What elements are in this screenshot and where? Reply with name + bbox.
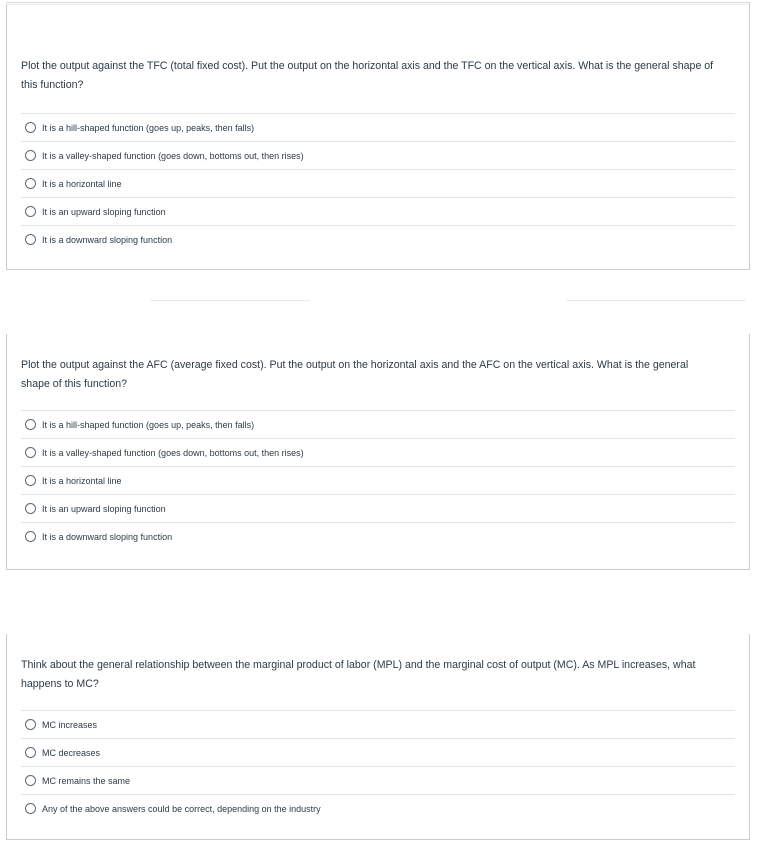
answer-label: It is a downward sloping function bbox=[42, 531, 173, 542]
radio-button[interactable] bbox=[25, 419, 36, 430]
answer-label: It is a valley-shaped function (goes down, bottoms out, then rises) bbox=[42, 150, 304, 161]
answer-list bbox=[21, 113, 735, 253]
radio-button[interactable] bbox=[25, 150, 36, 161]
answer-label: It is an upward sloping function bbox=[42, 206, 166, 217]
answer-label: MC increases bbox=[42, 719, 98, 730]
answer-option[interactable] bbox=[21, 410, 735, 438]
answer-label: It is a horizontal line bbox=[42, 178, 122, 189]
answer-label: MC remains the same bbox=[42, 775, 131, 786]
radio-button[interactable] bbox=[25, 178, 36, 189]
radio-button[interactable] bbox=[25, 447, 36, 458]
answer-label: It is an upward sloping function bbox=[42, 503, 166, 514]
radio-button[interactable] bbox=[25, 531, 36, 542]
radio-button[interactable] bbox=[25, 775, 36, 786]
answer-option[interactable] bbox=[21, 113, 735, 141]
answer-option[interactable] bbox=[21, 225, 735, 253]
answer-option[interactable] bbox=[21, 494, 735, 522]
answer-option[interactable] bbox=[21, 197, 735, 225]
question-card-3 bbox=[6, 634, 750, 840]
answer-label: It is a valley-shaped function (goes down, bottoms out, then rises) bbox=[42, 447, 304, 458]
question-card-2 bbox=[6, 334, 750, 570]
question-card-1 bbox=[6, 4, 750, 270]
answer-option[interactable] bbox=[21, 438, 735, 466]
answer-option[interactable] bbox=[21, 169, 735, 197]
question-prompt: Plot the output against the AFC (average fixed cost). Put the output on the horizontal axis and the AFC on the vertical axis. What is the general shape of this function? bbox=[21, 359, 689, 390]
answer-label: MC decreases bbox=[42, 747, 101, 758]
answer-option[interactable] bbox=[21, 794, 735, 822]
answer-list bbox=[21, 410, 735, 550]
radio-button[interactable] bbox=[25, 503, 36, 514]
radio-button[interactable] bbox=[25, 747, 36, 758]
answer-label: Any of the above answers could be correct, depending on the industry bbox=[42, 803, 321, 814]
answer-option[interactable] bbox=[21, 141, 735, 169]
question-prompt: Plot the output against the TFC (total fixed cost). Put the output on the horizontal axis and the TFC on the vertical axis. What is the general shape of this function? bbox=[21, 60, 714, 91]
radio-button[interactable] bbox=[25, 122, 36, 133]
answer-option[interactable] bbox=[21, 710, 735, 738]
answer-option[interactable] bbox=[21, 738, 735, 766]
radio-button[interactable] bbox=[25, 803, 36, 814]
radio-button[interactable] bbox=[25, 206, 36, 217]
answer-option[interactable] bbox=[21, 522, 735, 550]
section-divider bbox=[566, 300, 746, 301]
answer-option[interactable] bbox=[21, 766, 735, 794]
radio-button[interactable] bbox=[25, 719, 36, 730]
answer-list bbox=[21, 710, 735, 822]
radio-button[interactable] bbox=[25, 234, 36, 245]
question-prompt: Think about the general relationship between the marginal product of labor (MPL) and the marginal cost of output (MC). As MPL increases, what happens to MC? bbox=[21, 659, 696, 690]
radio-button[interactable] bbox=[25, 475, 36, 486]
answer-label: It is a horizontal line bbox=[42, 475, 122, 486]
answer-label: It is a hill-shaped function (goes up, peaks, then falls) bbox=[42, 419, 255, 430]
answer-label: It is a hill-shaped function (goes up, peaks, then falls) bbox=[42, 122, 255, 133]
answer-label: It is a downward sloping function bbox=[42, 234, 173, 245]
answer-option[interactable] bbox=[21, 466, 735, 494]
top-divider bbox=[6, 2, 750, 3]
section-divider bbox=[150, 300, 310, 301]
